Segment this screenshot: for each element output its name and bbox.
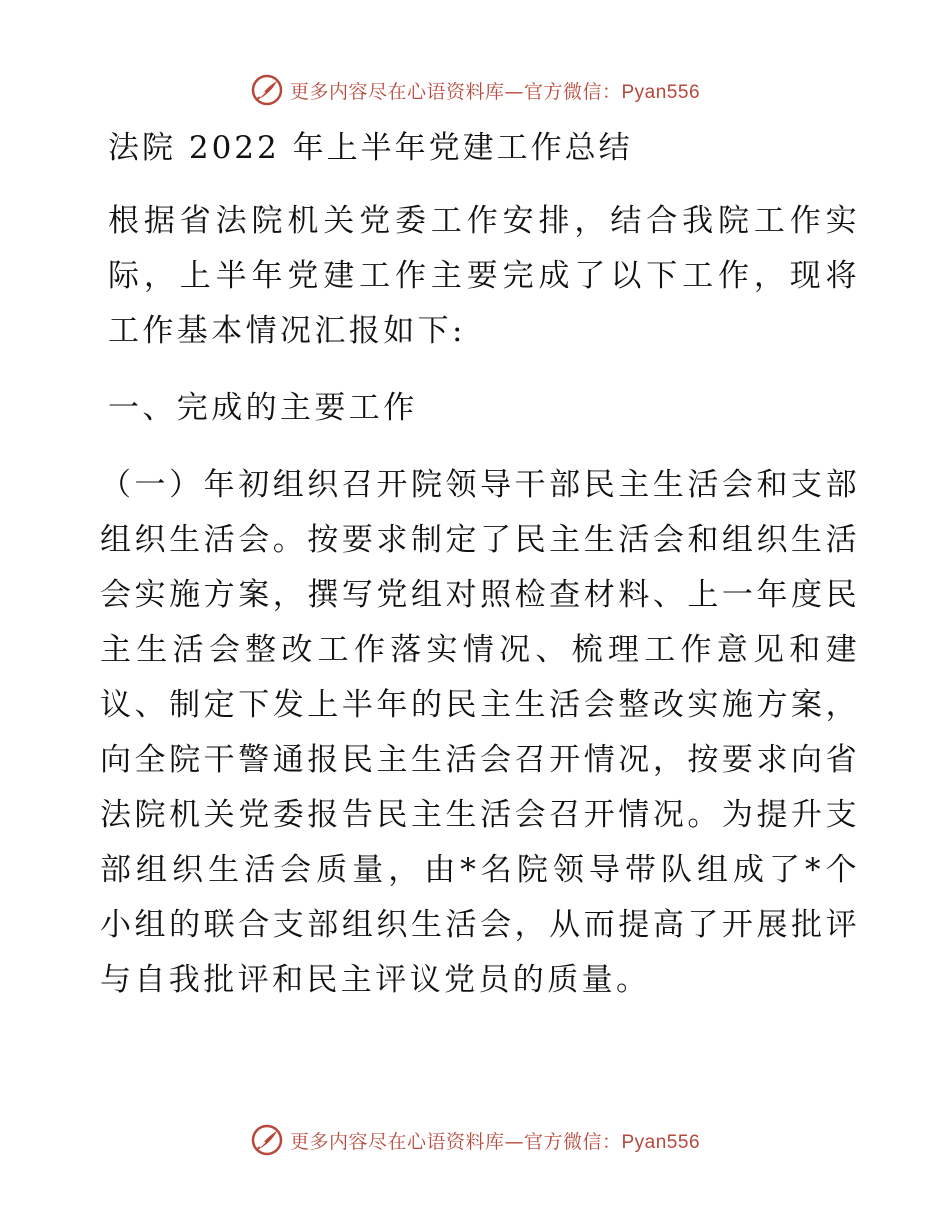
document-body [100, 122, 860, 1008]
document-title: 法院 2022 年上半年党建工作总结 [108, 130, 633, 166]
watermark-wechat-id: Pyan556 [621, 81, 701, 103]
watermark-wechat-id: Pyan556 [621, 1131, 701, 1153]
footer-watermark [0, 1120, 950, 1160]
quill-pen-logo-icon [250, 73, 284, 107]
watermark-text: 更多内容尽在心语资料库—官方微信：Pyan556 [289, 1130, 701, 1153]
intro-paragraph: 根据省法院机关党委工作安排，结合我院工作实际，上半年党建工作主要完成了以下工作，现将工作基本情况汇报如下: [108, 203, 860, 349]
header-watermark [0, 70, 950, 110]
quill-pen-logo-icon [250, 1123, 284, 1157]
section-paragraph: （一）年初组织召开院领导干部民主生活会和支部组织生活会。按要求制定了民主生活会和组织生活会实施方案，撰写党组对照检查材料、上一年度民主生活会整改工作落实情况、梳理工作意见和建议、制定下发上半年的民主生活会整改实施方案，向全院干警通报民主生活会召开情况，按要求向省法院机关党委报告民主生活会召开情况。为提升支部组织生活会质量，由*名院领导带队组成了*个小组的联合支部组织生活会，从而提高了开展批评与自我批评和民主评议党员的质量。 [100, 467, 860, 998]
section-heading: 一、完成的主要工作 [108, 390, 418, 426]
watermark-text: 更多内容尽在心语资料库—官方微信：Pyan556 [289, 80, 701, 103]
